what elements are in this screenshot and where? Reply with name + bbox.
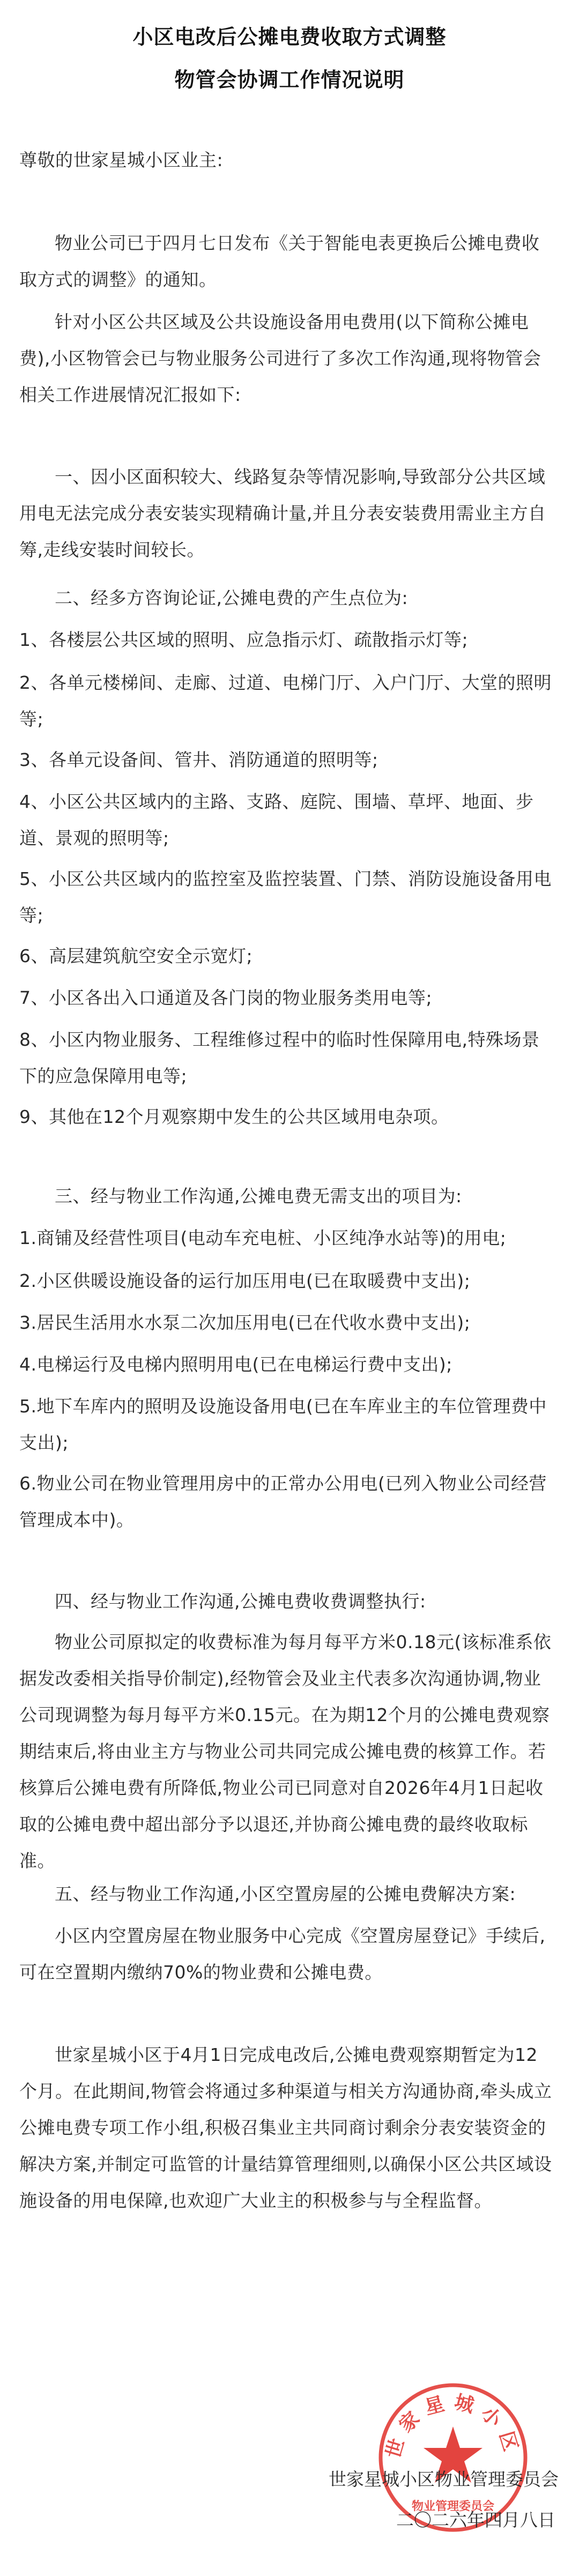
signature-organization: 世家星城小区物业管理委员会 [329, 2469, 559, 2490]
svg-text:物业管理委员会: 物业管理委员会 [411, 2500, 495, 2513]
section-2-item: 4、小区公共区域内的主路、支路、庭院、围墙、草坪、地面、步道、景观的照明等; [19, 791, 534, 848]
section-2-item: 2、各单元楼梯间、走廊、过道、电梯门厅、入户门厅、大堂的照明等; [19, 672, 552, 729]
section-5-heading: 五、经与物业工作沟通,小区空置房屋的公摊电费解决方案: [55, 1883, 516, 1904]
section-3-item: 2.小区供暖设施设备的运行加压用电(已在取暖费中支出); [19, 1270, 471, 1291]
closing-paragraph: 世家星城小区于4月1日完成电改后,公摊电费观察期暂定为12个月。在此期间,物管会将通过多种渠道与相关方沟通协商,牵头成立公摊电费专项工作小组,积极召集业主共同商讨剩余分表安装资金的解决方案,并制定可监管的计量结算管理细则,以确保小区公共区域设施设备的用电保障,也欢迎广大业主的积极参与与全程监督。 [19, 2044, 552, 2211]
svg-text:世家星城小区: 世家星城小区 [382, 2391, 524, 2461]
section-1-text: 一、因小区面积较大、线路复杂等情况影响,导致部分公共区域用电无法完成分表安装实现精确计量,并且分表安装费用需业主方自筹,走线安装时间较长。 [19, 466, 546, 560]
section-3-item: 6.物业公司在物业管理用房中的正常办公用电(已列入物业公司经营管理成本中)。 [19, 1473, 547, 1530]
section-2-item: 1、各楼层公共区域的照明、应急指示灯、疏散指示灯等; [19, 629, 469, 650]
document-title-line1: 小区电改后公摊电费收取方式调整 [132, 25, 447, 49]
section-2-item: 3、各单元设备间、管井、消防通道的照明等; [19, 749, 378, 770]
intro-paragraph-2: 针对小区公共区域及公共设施设备用电费用(以下简称公摊电费),小区物管会已与物业服务公司进行了多次工作沟通,现将物管会相关工作进展情况汇报如下: [19, 311, 541, 405]
section-3-item: 4.电梯运行及电梯内照明用电(已在电梯运行费中支出); [19, 1354, 452, 1375]
section-3-heading: 三、经与物业工作沟通,公摊电费无需支出的项目为: [55, 1186, 462, 1207]
section-2-item: 6、高层建筑航空安全示宽灯; [19, 945, 253, 966]
section-2-item: 5、小区公共区域内的监控室及监控装置、门禁、消防设施设备用电等; [19, 868, 552, 926]
section-4-body: 物业公司原拟定的收费标准为每月每平方米0.18元(该标准系依据发改委相关指导价制定),经物管会及业主代表多次沟通协调,物业公司现调整为每月每平方米0.15元。在为期12个月的公摊电费观察期结束后,将由业主方与物业公司共同完成公摊电费的核算工作。若核算后公摊电费有所降低,物业公司已同意对自2026年4月1日起收取的公摊电费中超出部分予以退还,并协商公摊电费的最终收取标准。 [19, 1632, 552, 1871]
section-2-heading: 二、经多方咨询论证,公摊电费的产生点位为: [55, 587, 409, 608]
section-2-item: 9、其他在12个月观察期中发生的公共区域用电杂项。 [19, 1106, 449, 1127]
section-4-heading: 四、经与物业工作沟通,公摊电费收费调整执行: [55, 1591, 426, 1612]
section-3-item: 1.商铺及经营性项目(电动车充电桩、小区纯净水站等)的用电; [19, 1227, 507, 1248]
document-title-line2: 物管会协调工作情况说明 [174, 68, 405, 92]
salutation: 尊敬的世家星城小区业主: [19, 150, 224, 170]
section-2-item: 7、小区各出入口通道及各门岗的物业服务类用电等; [19, 987, 433, 1008]
section-2-item: 8、小区内物业服务、工程维修过程中的临时性保障用电,特殊场景下的应急保障用电等; [19, 1029, 540, 1086]
section-3-item: 5.地下车库内的照明及设施设备用电(已在车库业主的车位管理费中支出); [19, 1396, 547, 1453]
intro-paragraph-1: 物业公司已于四月七日发布《关于智能电表更换后公摊电费收取方式的调整》的通知。 [19, 233, 540, 290]
signature-date: 二〇二六年四月八日 [396, 2510, 555, 2530]
section-3-item: 3.居民生活用水水泵二次加压用电(已在代收水费中支出); [19, 1312, 471, 1333]
section-5-body: 小区内空置房屋在物业服务中心完成《空置房屋登记》手续后,可在空置期内缴纳70%的物业费和公摊电费。 [19, 1925, 546, 1983]
